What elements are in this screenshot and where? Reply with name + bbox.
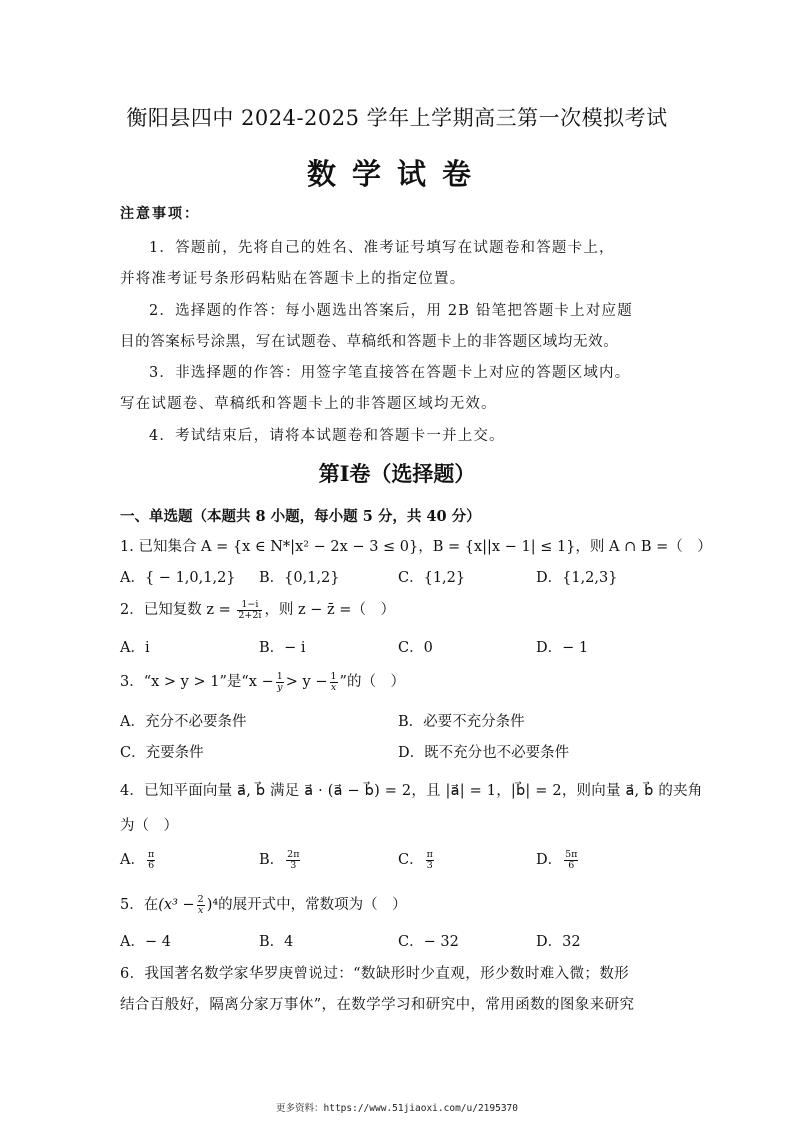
q4-a-num: π <box>147 848 155 860</box>
q4-option-a-fraction <box>147 850 155 871</box>
q3-frac2-num: 1 <box>330 670 337 682</box>
subject-title: 数学试卷 <box>306 157 487 191</box>
q5-expr-open: (x³ − <box>158 897 195 913</box>
q3-fraction-1 <box>276 672 284 693</box>
q1-option-c: C．{1,2} <box>398 570 466 586</box>
question-3-stem <box>120 670 405 693</box>
question-4-stem-cont: 为（ ） <box>120 818 178 834</box>
footer-link[interactable]: 更多资料：https://www.51jiaoxi.com/u/2195370 <box>276 1103 518 1114</box>
section-heading: 一、单选题（本题共 8 小题，每小题 5 分，共 40 分） <box>120 508 481 525</box>
q4-option-a <box>120 848 157 871</box>
exam-title: 衡阳县四中 2024-2025 学年上学期高三第一次模拟考试 <box>126 106 668 130</box>
q2-suffix: ，则 z − z̄ =（ ） <box>264 602 395 618</box>
q4-option-d <box>536 848 580 871</box>
q2-prefix: 2．已知复数 z = <box>120 602 236 618</box>
q1-option-b: B．{0,1,2} <box>259 570 340 586</box>
notice-line-6: 写在试题卷、草稿纸和答题卡上的非答题区域均无效。 <box>120 396 497 412</box>
q5-prefix: 5．在 <box>120 897 159 913</box>
question-6-stem: 6．我国著名数学家华罗庚曾说过：“数缺形时少直观，形少数时难入微；数形 <box>120 966 630 982</box>
q4-a-den: 6 <box>148 859 155 871</box>
q5-fraction <box>197 895 205 916</box>
notice-line-1: 1．答题前，先将自己的姓名、准考证号填写在试题卷和答题卡上， <box>149 240 615 256</box>
q3-frac1-num: 1 <box>276 670 283 682</box>
q4-option-c <box>398 848 436 871</box>
q5-frac-num: 2 <box>197 893 204 905</box>
q3-suffix: ”的（ ） <box>339 674 405 690</box>
q4-d-den: 6 <box>568 859 575 871</box>
q2-option-c: C．0 <box>398 640 433 656</box>
q1-option-a: A．{ − 1,0,1,2} <box>120 570 236 586</box>
notice-line-3: 2．选择题的作答：每小题选出答案后，用 2B 铅笔把答题卡上对应题 <box>149 303 633 319</box>
q3-frac2-den: x <box>330 681 337 693</box>
q4-c-den: 3 <box>426 859 433 871</box>
section-title: 第Ⅰ卷（选择题） <box>318 461 476 486</box>
q4-d-num: 5π <box>565 848 578 860</box>
q4-option-c-fraction <box>426 850 434 871</box>
q2-frac-den: 2+2i <box>238 609 262 621</box>
notice-line-2: 并将准考证号条形码粘贴在答题卡上的指定位置。 <box>120 271 466 287</box>
q3-prefix: 3．“x > y > 1”是“x − <box>120 674 274 690</box>
q2-option-d: D．− 1 <box>536 640 589 656</box>
q2-fraction <box>237 600 262 621</box>
q5-option-d: D．32 <box>536 934 581 950</box>
q5-frac-den: x <box>197 904 204 916</box>
notice-line-4: 目的答案标号涂黑，写在试题卷、草稿纸和答题卡上的非答题区域均无效。 <box>120 334 619 350</box>
q5-expr-close: )⁴ <box>206 897 219 913</box>
q2-frac-num: 1−i <box>237 600 262 611</box>
notice-heading: 注意事项： <box>120 206 200 222</box>
q2-option-b: B．− i <box>259 640 306 656</box>
q3-option-c: C．充要条件 <box>120 745 204 761</box>
q5-option-b: B．4 <box>259 934 294 950</box>
q1-option-d: D．{1,2,3} <box>536 570 618 586</box>
q3-mid: > y − <box>285 674 328 690</box>
q4-option-d-fraction <box>564 850 578 871</box>
question-6-stem-cont: 结合百般好，隔离分家万事休”，在数学学习和研究中，常用函数的图象来研究 <box>120 997 635 1013</box>
q3-option-b: B．必要不充分条件 <box>398 714 525 730</box>
q4-option-b-label: B． <box>259 852 285 868</box>
q2-option-a: A．i <box>120 640 150 656</box>
question-5-stem <box>120 893 407 916</box>
q3-option-a: A．充分不必要条件 <box>120 714 247 730</box>
notice-line-5: 3．非选择题的作答：用签字笔直接答在答题卡上对应的答题区域内。 <box>149 365 631 381</box>
q4-b-num: 2π <box>287 848 300 860</box>
question-1-stem: 1. 已知集合 A = {x ∈ N*|x² − 2x − 3 ≤ 0}，B = {x||x − 1| ≤ 1}，则 A ∩ B =（ ） <box>120 539 712 555</box>
question-2-stem <box>120 598 395 621</box>
q5-suffix: 的展开式中，常数项为（ ） <box>218 897 407 913</box>
q4-c-num: π <box>426 848 433 860</box>
question-4-stem: 4．已知平面向量 a⃗, b⃗ 满足 a⃗ · (a⃗ − b⃗) = 2，且 |a⃗| = 1，|b⃗| = 2，则向量 a⃗, b⃗ 的夹角 <box>120 783 703 799</box>
q4-option-a-label: A． <box>120 852 145 868</box>
q5-option-a: A．− 4 <box>120 934 171 950</box>
q4-option-b <box>259 848 302 871</box>
q4-option-d-label: D． <box>536 852 563 868</box>
q3-option-d: D．既不充分也不必要条件 <box>398 745 570 761</box>
q3-frac1-den: y <box>277 681 283 693</box>
q4-b-den: 3 <box>290 859 297 871</box>
notice-line-7: 4．考试结束后，请将本试题卷和答题卡一并上交。 <box>149 428 505 444</box>
q4-option-c-label: C． <box>398 852 424 868</box>
q3-fraction-2 <box>330 672 338 693</box>
q5-option-c: C．− 32 <box>398 934 459 950</box>
q4-option-b-fraction <box>286 850 300 871</box>
